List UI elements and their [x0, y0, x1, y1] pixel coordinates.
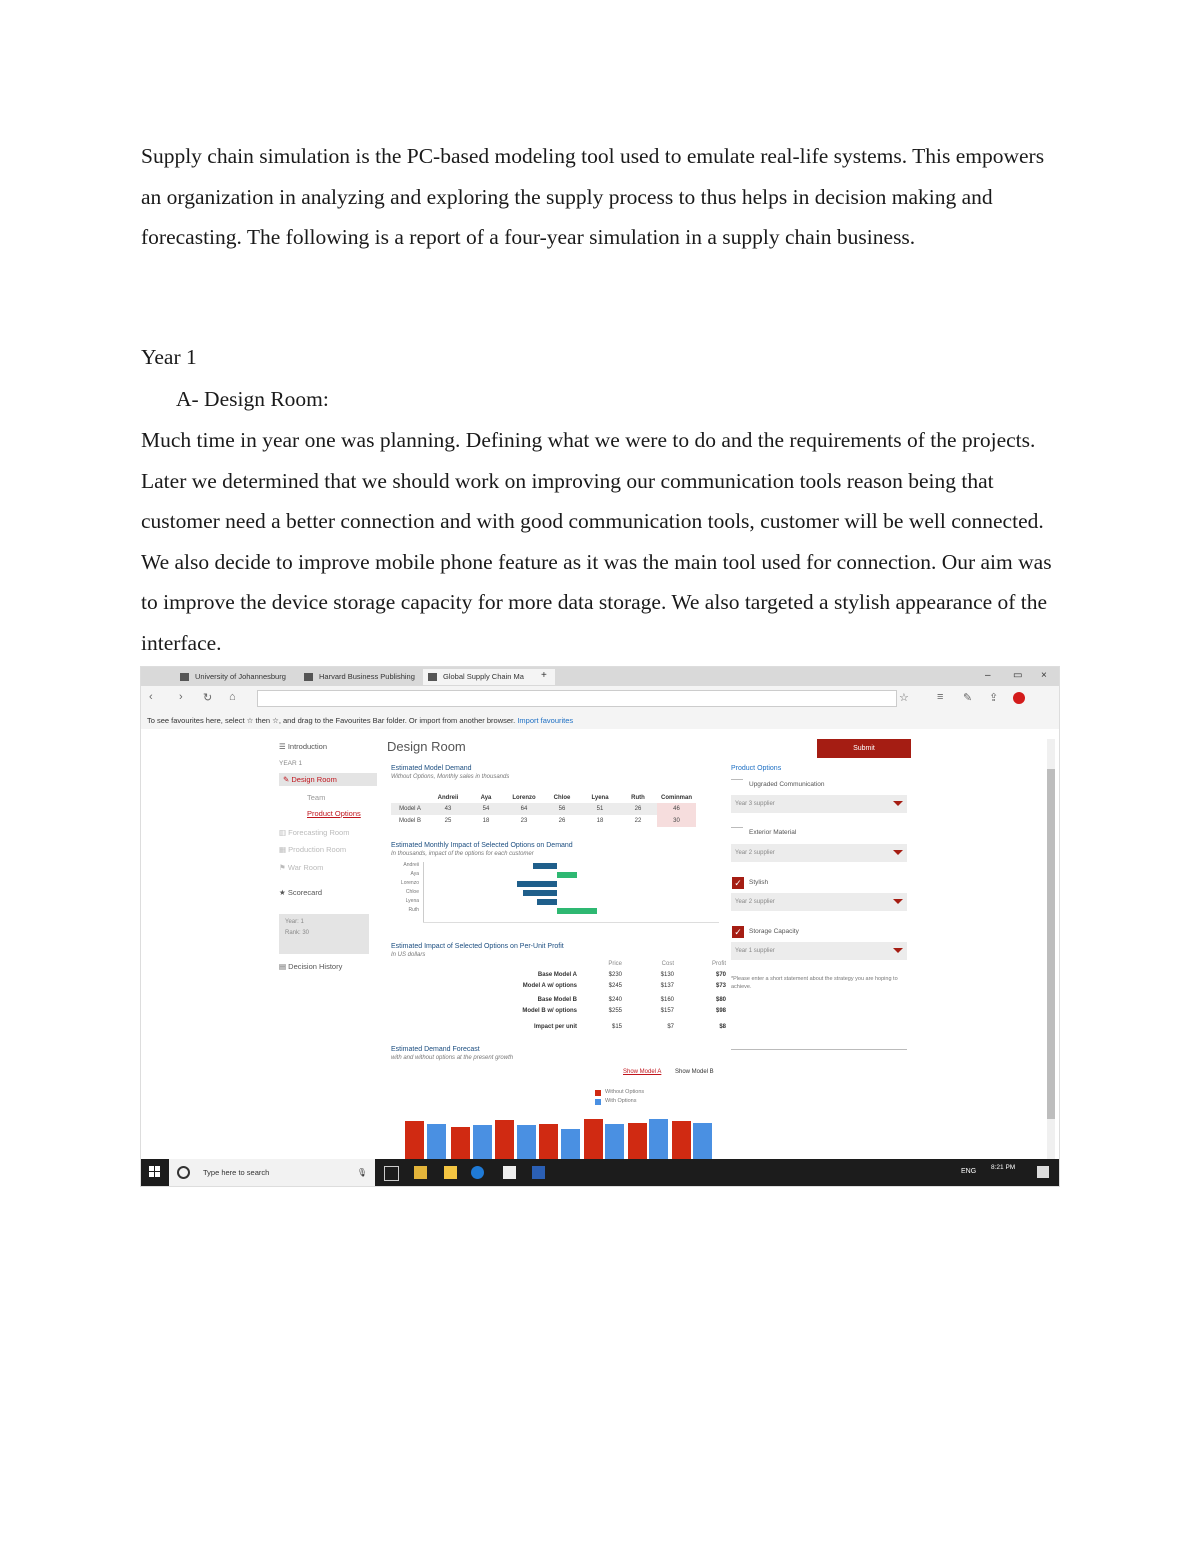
forecast-bar [495, 1120, 514, 1159]
impact-label: Lorenzo [400, 880, 419, 886]
demand-cell: 51 [581, 803, 619, 815]
option-divider [731, 779, 743, 780]
forecast-bar [539, 1124, 558, 1159]
demand-cell: 54 [467, 803, 505, 815]
tab-harvard[interactable]: Harvard Business Publishing [299, 669, 437, 685]
profit-cell: $245 [608, 983, 622, 989]
show-model-a-link[interactable]: Show Model A [623, 1069, 662, 1075]
chevron-down-icon [893, 899, 903, 904]
impact-axis [423, 862, 424, 922]
strategy-note: *Please enter a short statement about the strategy you are hoping to achieve. [731, 976, 898, 990]
forecast-bar [672, 1121, 691, 1159]
chevron-down-icon [893, 948, 903, 953]
legend-with-swatch [595, 1099, 601, 1105]
forecast-chart [391, 1107, 721, 1159]
profit-cell: $80 [715, 997, 726, 1003]
tab-icon [304, 673, 313, 681]
table-row [391, 815, 696, 827]
minimize-icon[interactable]: – [985, 670, 991, 681]
demand-cell: 22 [634, 818, 642, 824]
impact-bar [537, 899, 557, 905]
profit-table [387, 959, 727, 1039]
forward-icon[interactable]: › [179, 691, 183, 703]
submit-button[interactable]: Submit [817, 739, 911, 758]
storage-capacity-checkbox[interactable]: ✓ [732, 926, 744, 938]
impact-label: Aya [410, 871, 419, 877]
favourite-star-icon[interactable]: ☆ [899, 692, 909, 704]
option-divider [731, 827, 743, 828]
legend-with-label: With Options [605, 1098, 637, 1104]
profit-cell: $98 [715, 1008, 726, 1014]
new-tab-icon[interactable]: + [541, 670, 547, 681]
taskbar-search[interactable]: Type here to search 🎙 [169, 1159, 375, 1186]
impact-bar [533, 863, 557, 869]
profit-header: Cost [661, 961, 674, 967]
option-storage-capacity[interactable]: Storage Capacity [749, 928, 799, 935]
stylish-checkbox[interactable]: ✓ [732, 877, 744, 889]
demand-table [391, 792, 696, 827]
forecast-bar [405, 1121, 424, 1159]
show-model-b-link[interactable]: Show Model B [675, 1069, 714, 1075]
profit-cell: $70 [715, 972, 726, 978]
tab-university[interactable]: University of Johannesburg [175, 669, 313, 685]
forecast-bar [473, 1125, 492, 1159]
profit-cell: $7 [667, 1024, 674, 1030]
nav-year: YEAR 1 [279, 760, 303, 767]
supplier-select-2[interactable]: Year 2 supplier [731, 844, 907, 862]
embedded-screenshot [141, 667, 1059, 1186]
option-upgraded-communication[interactable]: Upgraded Communication [749, 781, 825, 788]
demand-subtitle: Without Options, Monthly sales in thousands [391, 774, 510, 780]
restore-icon[interactable]: ▭ [1013, 670, 1023, 681]
demand-cell: 43 [429, 803, 467, 815]
profit-row-label: Model A w/ options [522, 983, 577, 989]
region-header: Ruth [631, 794, 645, 801]
forecast-bar [517, 1125, 536, 1159]
region-header: Aya [480, 794, 492, 801]
import-favourites-link[interactable]: Import favourites [517, 716, 574, 725]
home-icon[interactable]: ⌂ [229, 691, 236, 703]
profit-cell: $157 [660, 1008, 674, 1014]
profit-cell: $230 [608, 972, 622, 978]
product-options-heading: Product Options [731, 765, 782, 772]
strategy-textarea[interactable] [731, 993, 907, 1050]
table-row [391, 803, 696, 815]
score-rank: Rank: 30 [285, 930, 310, 936]
app-content [141, 729, 1059, 1159]
chevron-down-icon [893, 850, 903, 855]
profit-title: Estimated Impact of Selected Options on Per-Unit Profit [391, 943, 564, 950]
forecast-bar [561, 1129, 580, 1159]
scorecard-box [279, 914, 369, 954]
edge-browser-icon[interactable] [471, 1166, 484, 1179]
intro-paragraph: Supply chain simulation is the PC-based modeling tool used to emulate real-life systems. This empowers an organization in analyzing and exploring the supply process to thus helps in decision making and forecasting. The following is a report of a four-year simulation in a supply chain business. [141, 144, 1045, 250]
impact-label: Ruth [408, 907, 419, 913]
year-heading: Year 1 [141, 345, 197, 369]
impact-subtitle: In thousands, impact of the options for each customer [391, 851, 534, 857]
cortana-icon [177, 1166, 190, 1179]
close-window-icon[interactable]: × [1041, 670, 1047, 681]
demand-cell: 30 [657, 815, 696, 827]
legend-without-swatch [595, 1090, 601, 1096]
impact-label: Chloe [405, 889, 419, 895]
score-year: Year: 1 [285, 919, 304, 925]
profit-row-label: Base Model B [537, 997, 577, 1003]
region-header: Andreii [437, 794, 459, 801]
impact-bar [517, 881, 557, 887]
taskbar-clock[interactable]: 8:21 PM [991, 1164, 1016, 1171]
windows-taskbar [141, 1159, 1059, 1186]
forecast-bar [693, 1123, 712, 1159]
mail-icon[interactable] [503, 1166, 516, 1179]
profit-cell: $240 [608, 997, 622, 1003]
supplier-select-3[interactable]: Year 2 supplier [731, 893, 907, 911]
section-heading: A- Design Room: [176, 387, 329, 411]
profit-row-label: Model B w/ options [522, 1008, 577, 1014]
demand-cell: 18 [596, 818, 604, 824]
forecast-subtitle: with and without options at the present growth [391, 1055, 514, 1061]
design-room-paragraph: Much time in year one was planning. Defining what we were to do and the requirements of the projects. Later we determined that we should work on improving our communication tools reason being that customer need a better connection and with good communication tools, customer will be well connected. We also decide to improve mobile phone feature as it was the main tool used for connection. Our aim was to improve the device storage capacity for more data storage. We also targeted a stylish appearance of the interface. [141, 428, 1052, 655]
refresh-icon[interactable]: ↻ [203, 692, 213, 704]
profit-row-label: Impact per unit [533, 1024, 577, 1030]
profit-cell: $8 [719, 1024, 726, 1030]
share-icon[interactable]: ⇪ [989, 692, 999, 704]
page-title: Design Room [387, 739, 466, 754]
demand-cell: 46 [657, 803, 696, 815]
demand-cell: 56 [543, 803, 581, 815]
address-bar[interactable] [257, 690, 897, 707]
supplier-select-1[interactable]: Year 3 supplier [731, 795, 907, 813]
address-row [141, 686, 1059, 712]
demand-title: Estimated Model Demand [391, 765, 472, 772]
nav-design-room[interactable]: ✎ Design Room [279, 773, 377, 786]
windows-start-icon[interactable] [149, 1166, 161, 1178]
nav-forecasting-room[interactable]: ▥ Forecasting Room [279, 828, 350, 837]
profit-cell: $73 [715, 983, 726, 989]
region-header: Chloe [553, 794, 571, 801]
profit-cell: $130 [660, 972, 674, 978]
nav-scorecard[interactable]: ★ Scorecard [279, 888, 322, 897]
nav-team[interactable]: Team [307, 793, 326, 802]
demand-cell: 64 [505, 803, 543, 815]
region-header: Lorenzo [512, 794, 536, 801]
forecast-title: Estimated Demand Forecast [391, 1046, 480, 1053]
region-header: Lyena [591, 794, 609, 801]
demand-cell: 26 [558, 818, 566, 824]
region-header: Cominman [661, 794, 693, 801]
impact-chart [391, 862, 721, 934]
nav-war-room[interactable]: ⚑ War Room [279, 863, 324, 872]
hub-icon[interactable]: ≡ [937, 691, 944, 703]
microphone-icon[interactable]: 🎙 [356, 1168, 367, 1177]
profit-subtitle: In US dollars [391, 952, 426, 958]
profit-row-label: Base Model A [537, 972, 577, 978]
pen-icon[interactable]: ✎ [963, 692, 973, 704]
forecast-bar [451, 1127, 470, 1159]
demand-table-header [391, 792, 696, 803]
addon-icon[interactable] [1013, 692, 1025, 704]
profit-cell: $160 [660, 997, 674, 1003]
demand-cell: 25 [444, 818, 452, 824]
language-indicator[interactable]: ENG [961, 1168, 977, 1175]
store-icon[interactable] [414, 1166, 427, 1179]
chevron-down-icon [893, 801, 903, 806]
word-icon[interactable] [532, 1166, 545, 1179]
option-stylish[interactable]: Stylish [749, 879, 769, 886]
profit-header: Price [608, 961, 622, 967]
tab-icon [180, 673, 189, 681]
notification-icon[interactable] [1037, 1166, 1049, 1178]
demand-cell: 23 [520, 818, 528, 824]
legend-without-label: Without Options [605, 1089, 645, 1095]
file-explorer-icon[interactable] [444, 1166, 457, 1179]
impact-label: Andreii [403, 862, 419, 868]
browser-tab-bar [141, 667, 1059, 686]
scrollbar-thumb[interactable] [1047, 769, 1055, 1119]
impact-label: Lyena [405, 898, 419, 904]
demand-cell: 26 [619, 803, 657, 815]
forecast-bar [649, 1119, 668, 1159]
nav-product-options[interactable]: Product Options [307, 809, 361, 818]
nav-production-room[interactable]: ▦ Production Room [279, 845, 347, 854]
task-view-icon[interactable] [384, 1166, 399, 1181]
nav-decision-history[interactable]: ▤ Decision History [279, 962, 343, 971]
profit-header: Profit [711, 961, 726, 967]
impact-baseline [423, 922, 719, 923]
supplier-select-4[interactable]: Year 1 supplier [731, 942, 907, 960]
tab-supply-chain[interactable]: Global Supply Chain Ma [423, 669, 555, 685]
forecast-bar [584, 1119, 603, 1159]
impact-title: Estimated Monthly Impact of Selected Options on Demand [391, 842, 573, 849]
profit-cell: $137 [660, 983, 674, 989]
demand-cell: 18 [482, 818, 490, 824]
impact-bar [557, 872, 577, 878]
back-icon[interactable]: ‹ [149, 691, 153, 703]
forecast-bar [427, 1124, 446, 1159]
impact-bar [523, 890, 557, 896]
option-exterior-material[interactable]: Exterior Material [749, 829, 797, 836]
nav-introduction[interactable]: ☰ Introduction [279, 742, 328, 751]
favourites-bar: To see favourites here, select ☆ then ☆, and drag to the Favourites Bar folder. Or import from another browser. Import favourites [141, 712, 1059, 729]
model-name: Model B [398, 818, 421, 824]
forecast-bar [605, 1124, 624, 1159]
model-name: Model A [391, 803, 429, 815]
tab-icon [428, 673, 437, 681]
forecast-bar [628, 1123, 647, 1159]
profit-cell: $15 [611, 1024, 622, 1030]
impact-bar [557, 908, 597, 914]
profit-cell: $255 [608, 1008, 622, 1014]
